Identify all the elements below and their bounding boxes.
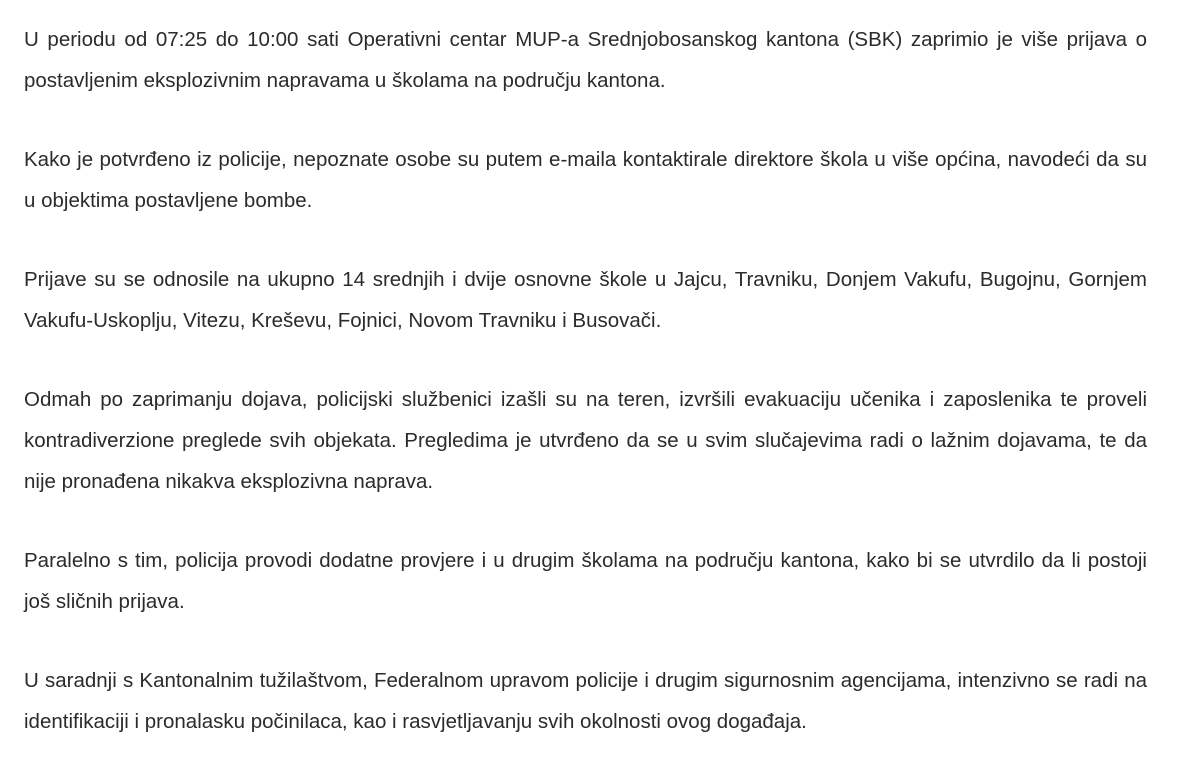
article-paragraph-2: Kako je potvrđeno iz policije, nepoznate osobe su putem e-maila kontaktirale direktore škola u više općina, navodeći da su u objektima postavljene bombe.: [24, 148, 1147, 212]
article-paragraph-5: Paralelno s tim, policija provodi dodatne provjere i u drugim školama na području kantona, kako bi se utvrdilo da li postoji još sličnih prijava.: [24, 549, 1147, 613]
article-paragraph-4: Odmah po zaprimanju dojava, policijski službenici izašli su na teren, izvršili evakuaciju učenika i zaposlenika te proveli kontradiverzione preglede svih objekata. Pregledima je utvrđeno da se u svim slučajevima radi o lažnim dojavama, te da nije pronađena nikakva eksplozivna naprava.: [24, 388, 1147, 493]
article-body: [24, 19, 1147, 742]
article-paragraph-1: U periodu od 07:25 do 10:00 sati Operativni centar MUP-a Srednjobosanskog kantona (SBK) zaprimio je više prijava o postavljenim eksplozivnim napravama u školama na području kantona.: [24, 28, 1147, 92]
article-paragraph-3: Prijave su se odnosile na ukupno 14 srednjih i dvije osnovne škole u Jajcu, Travniku, Donjem Vakufu, Bugojnu, Gornjem Vakufu-Uskoplju, Vitezu, Kreševu, Fojnici, Novom Travniku i Busovači.: [24, 268, 1147, 332]
article-paragraph-6: U saradnji s Kantonalnim tužilaštvom, Federalnom upravom policije i drugim sigurnosnim agencijama, intenzivno se radi na identifikaciji i pronalasku počinilaca, kao i rasvjetljavanju svih okolnosti ovog događaja.: [24, 669, 1147, 733]
